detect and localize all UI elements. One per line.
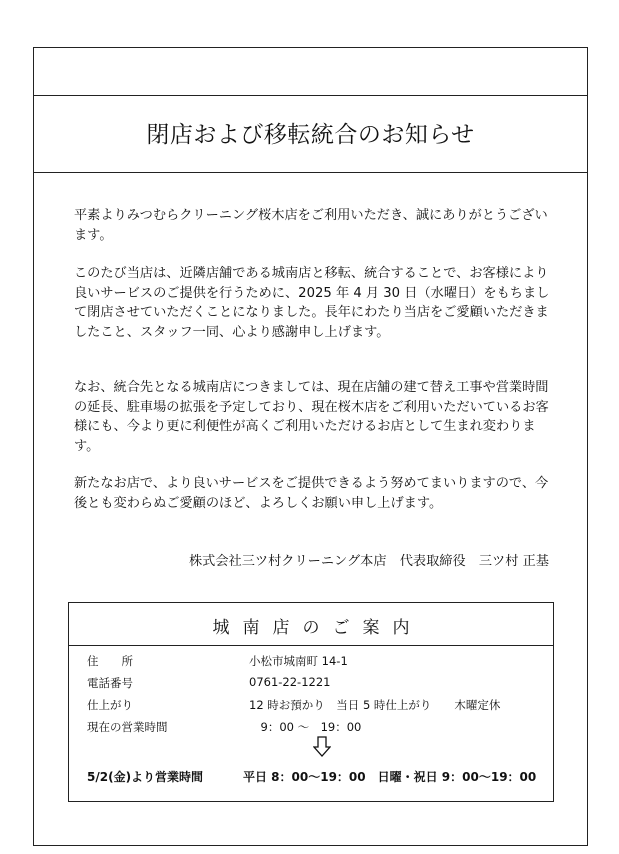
header-divider-bottom — [34, 172, 587, 173]
info-label: 住 所 — [87, 654, 133, 668]
store-info-box — [68, 602, 554, 802]
store-info-divider — [69, 645, 553, 646]
store-info-title: 城南店のご案内 — [212, 618, 423, 638]
info-row-current-hours — [87, 719, 543, 737]
header-divider-top — [34, 95, 587, 96]
notice-title: 閉店および移転統合のお知らせ — [146, 122, 475, 148]
paragraph-greeting: 平素よりみつむらクリーニング桜木店をご利用いただき、誠にありがとうございます。 — [74, 208, 548, 243]
info-row-finish — [87, 697, 543, 715]
info-label: 電話番号 — [87, 676, 133, 690]
info-row-phone — [87, 675, 543, 693]
info-value: 9：00 〜 19：00 — [249, 720, 362, 734]
info-label: 現在の営業時間 — [87, 720, 168, 734]
new-hours-label: 5/2(金)より営業時間 — [87, 770, 204, 784]
signature: 株式会社三ツ村クリーニング本店 代表取締役 三ツ村 正基 — [189, 554, 549, 569]
arrow-down-icon — [313, 736, 331, 758]
paragraph-closing-remarks: 新たなお店で、より良いサービスをご提供できるよう努めてまいりますので、今後とも変わらぬご愛顧のほど、よろしくお願い申し上げます。 — [74, 476, 549, 511]
notice-frame — [33, 47, 588, 846]
info-value: 0761-22-1221 — [249, 675, 331, 689]
info-label: 仕上がり — [87, 698, 133, 712]
new-hours-value: 平日 8：00〜19：00 日曜・祝日 9：00〜19：00 — [243, 770, 537, 784]
info-row-address — [87, 653, 543, 671]
paragraph-closing-announcement: このたび当店は、近隣店舗である城南店と移転、統合することで、お客様により良いサービスのご提供を行うために、2025 年 4 月 30 日（水曜日）をもちまして閉店させていただくことになりました。長年にわたり当店をご愛顧いただきましたこと、スタッフ一同、心より感謝申し上げます。 — [74, 266, 550, 340]
paragraph-merge-details: なお、統合先となる城南店につきましては、現在店舗の建て替え工事や営業時間の延長、駐車場の拡張を予定しており、現在桜木店をご利用いただいているお客様にも、今より更に利便性が高くご利用いただけるお店として生まれ変わります。 — [74, 380, 549, 454]
info-value: 12 時お預かり 当日 5 時仕上がり 木曜定休 — [249, 698, 501, 712]
info-value: 小松市城南町 14-1 — [249, 654, 348, 668]
